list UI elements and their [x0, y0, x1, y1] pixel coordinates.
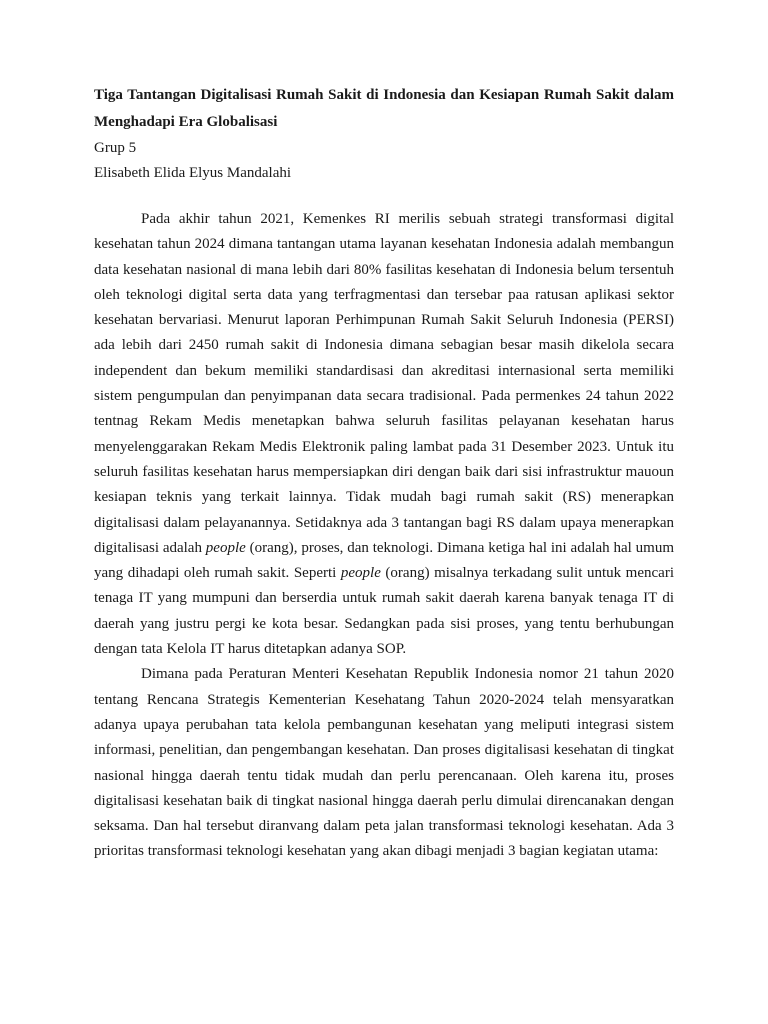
paragraph-1-part-c: (orang) misalnya terkadang sulit untuk mencari tenaga IT yang mumpuni dan berserdia untuk rumah sakit daerah karena banyak tenaga IT di daerah yang justru pergi ke kota besar. Sedangkan pada sisi proses, yang tentu berhubungan dengan tata Kelola IT harus ditetapkan adanya SOP. [94, 565, 674, 658]
paragraph-2: Dimana pada Peraturan Menteri Kesehatan Republik Indonesia nomor 21 tahun 2020 tentang Rencana Strategis Kementerian Kesehatang Tahun 2020-2024 telah mensyaratkan adanya upaya perubahan tata kelola pembangunan kesehatan yang meliputi integrasi sistem informasi, penelitian, dan pengembangan kesehatan. Dan proses digitalisasi kesehatan di tingkat nasional hingga daerah tentu tidak mudah dan perlu perencanaan. Oleh karena itu, proses digitalisasi kesehatan baik di tingkat nasional hingga daerah perlu dimulai direncanakan dengan seksama. Dan hal tersebut diranvang dalam peta jalan transformasi teknologi kesehatan. Ada 3 prioritas transformasi teknologi kesehatan yang akan dibagi menjadi 3 bagian kegiatan utama: [94, 666, 674, 860]
document-page [94, 82, 674, 865]
group-label: Grup 5 [94, 140, 137, 156]
paragraph-1-part-b: (orang), proses, dan teknologi. Dimana ketiga hal ini adalah hal umum yang dihadapi oleh rumah sakit. Seperti [94, 539, 674, 582]
italic-term-people-2: people [340, 565, 381, 582]
author-name: Elisabeth Elida Elyus Mandalahi [94, 165, 292, 181]
document-body [94, 207, 674, 865]
paragraph-1-part-a: Pada akhir tahun 2021, Kemenkes RI merilis sebuah strategi transformasi digital kesehatan tahun 2024 dimana tantangan utama layanan kesehatan Indonesia adalah membangun data kesehatan nasional di mana lebih dari 80% fasilitas kesehatan di Indonesia belum tersentuh oleh teknologi digital serta data yang terfragmentasi dan tersebar paa ratusan aplikasi sektor kesehatan bervariasi. Menurut laporan Perhimpunan Rumah Sakit Seluruh Indonesia (PERSI) ada lebih dari 2450 rumah sakit di Indonesia dimana sebagian besar masih dikelola secara independent dan bekum memiliki standardisasi dan akreditasi internasional serta memiliki sistem pengumpulan dan penyimpanan data secara tradisional. Pada permenkes 24 tahun 2022 tentnag Rekam Medis menetapkan bahwa seluruh fasilitas pelayanan kesehatan harus menyelenggarakan Rekam Medis Elektronik paling lambat pada 31 Desember 2023. Untuk itu seluruh fasilitas kesehatan harus mempersiapkan diri dengan baik dari sisi infrastruktur mauoun kesiapan teknis yang terkait lainnya. Tidak mudah bagi rumah sakit (RS) menerapkan digitalisasi dalam pelayanannya. Setidaknya ada 3 tantangan bagi RS dalam upaya menerapkan digitalisasi adalah [94, 211, 674, 556]
paragraph-1 [94, 207, 674, 662]
document-title: Tiga Tantangan Digitalisasi Rumah Sakit di Indonesia dan Kesiapan Rumah Sakit dalam Menghadapi Era Globalisasi [94, 87, 674, 130]
italic-term-people-1: people [205, 539, 246, 556]
